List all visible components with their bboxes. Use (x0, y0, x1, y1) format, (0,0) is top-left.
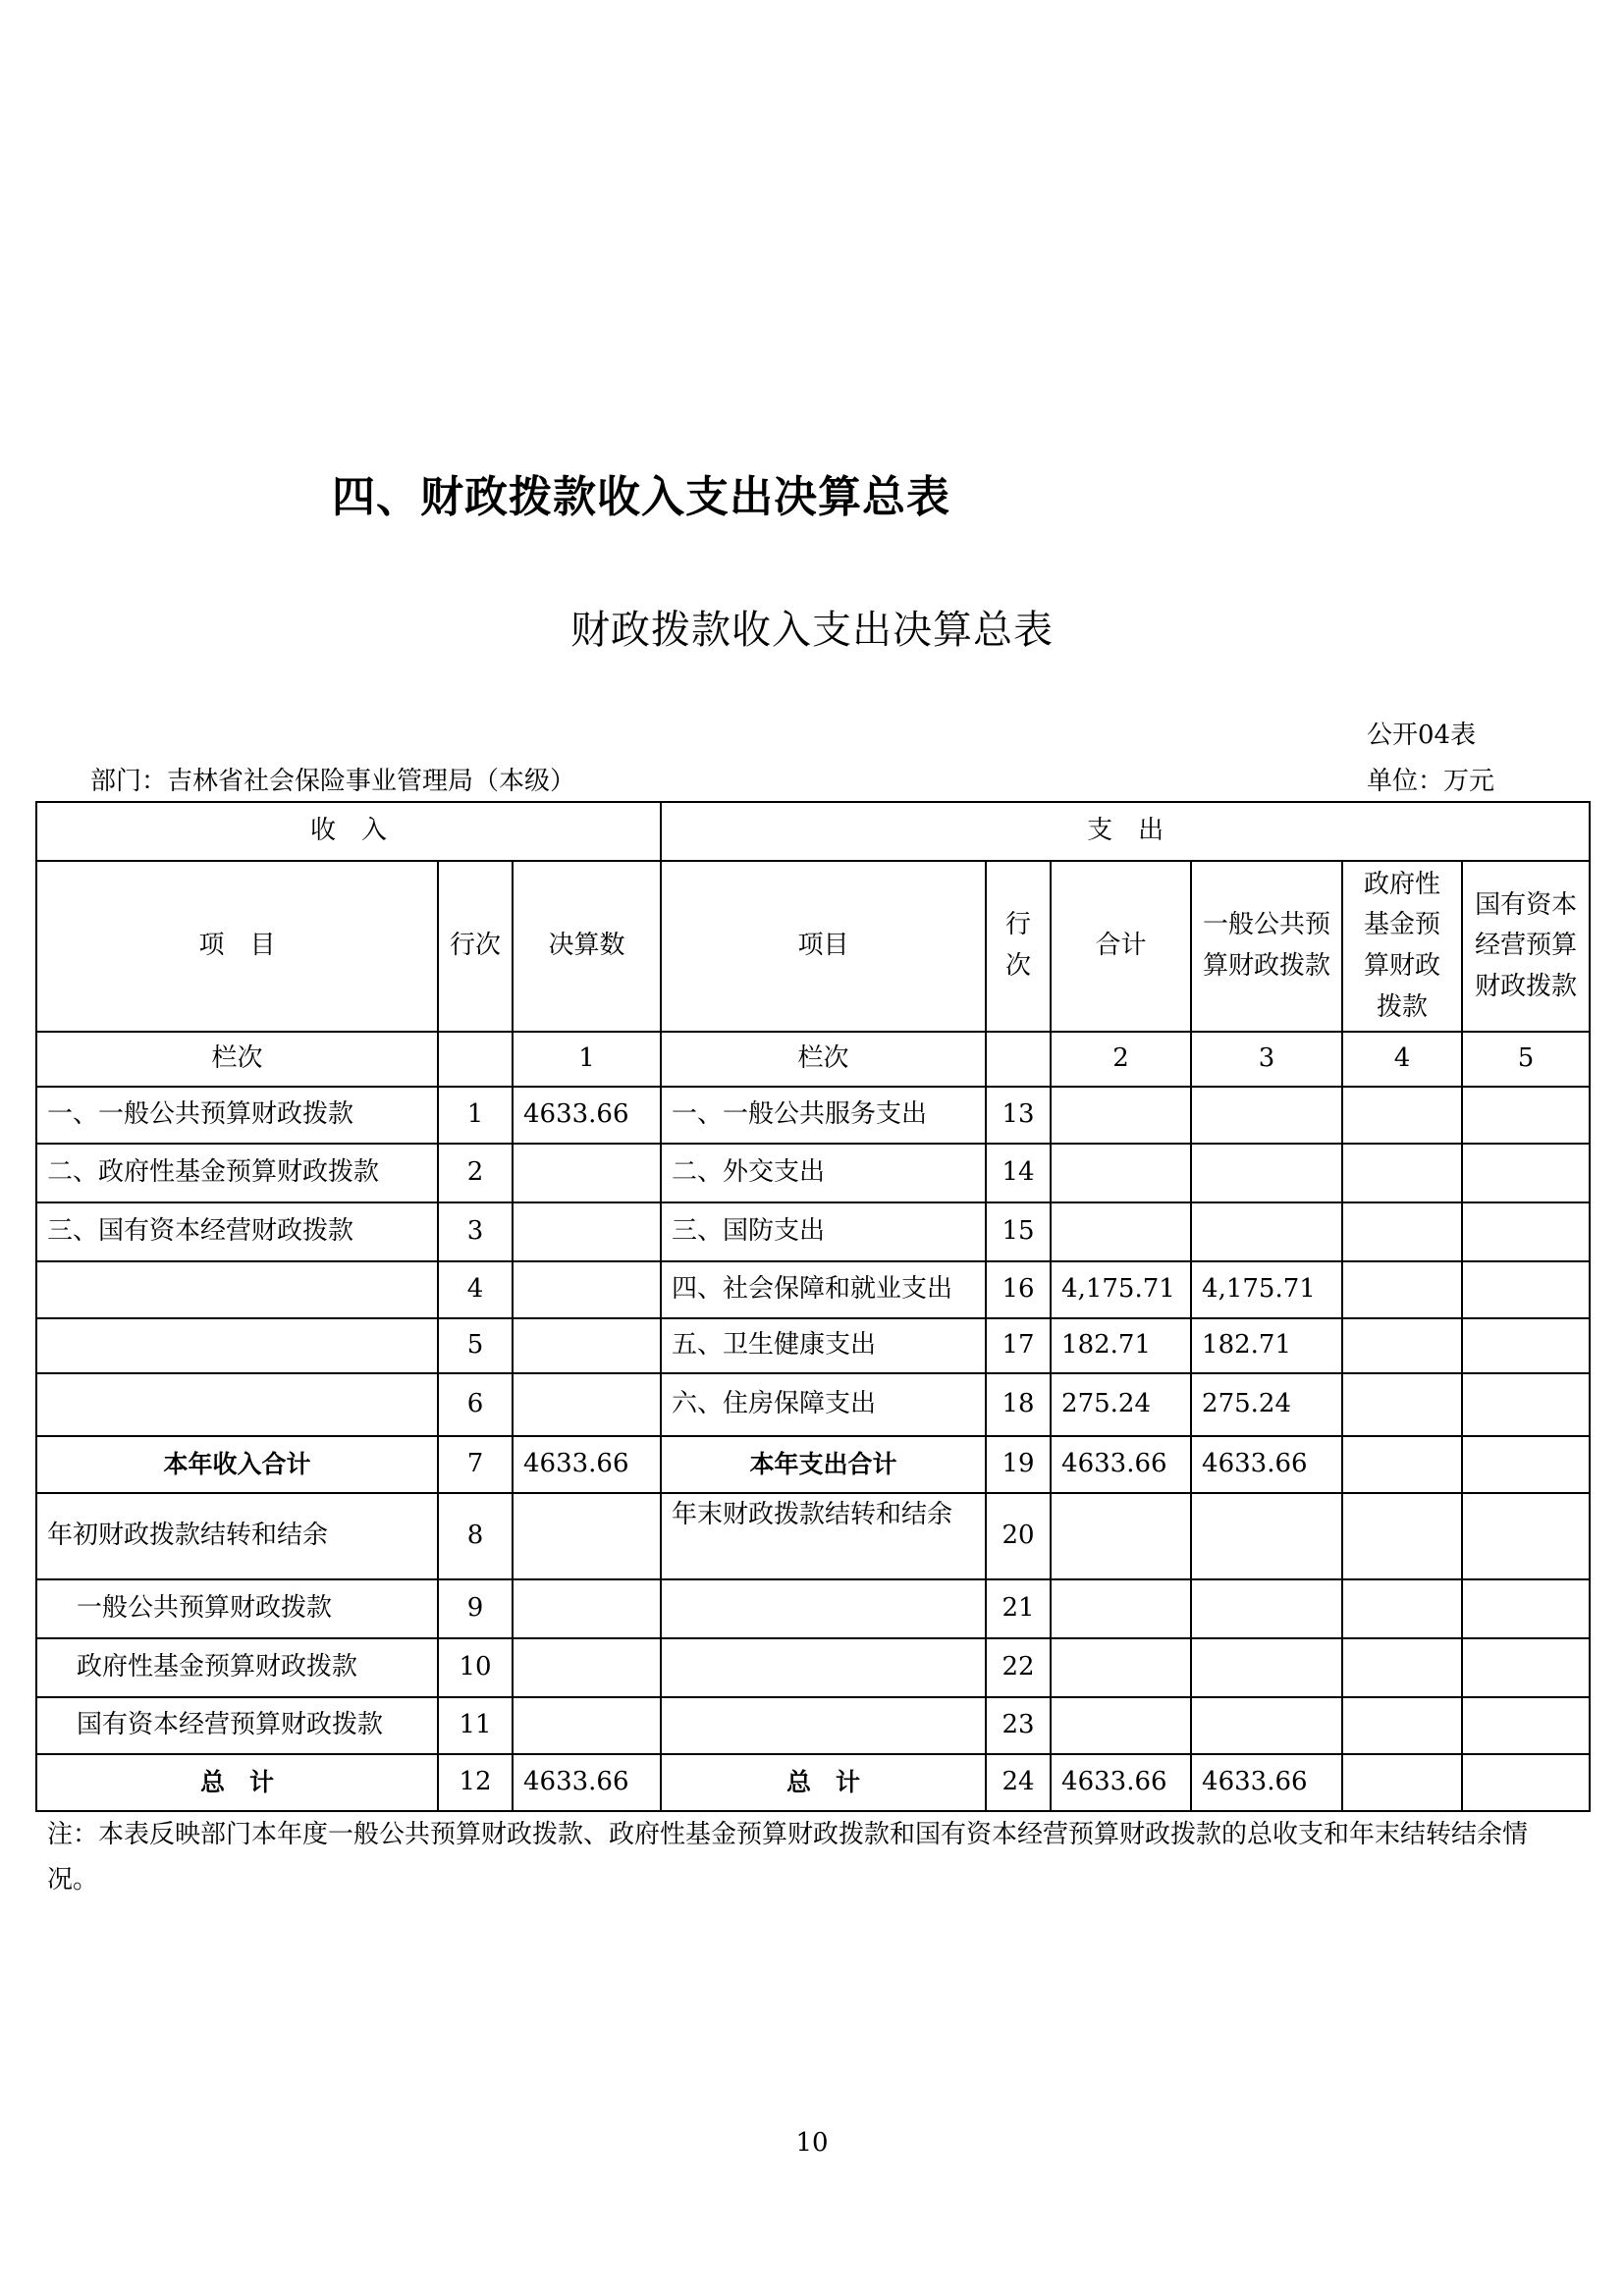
state-capital-header: 国有资本经营预算财政拨款 (1462, 861, 1590, 1032)
state-capital-amount-cell (1462, 1373, 1590, 1436)
income-item-cell: 年初财政拨款结转和结余 (36, 1493, 438, 1579)
general-budget-amount-cell (1191, 1202, 1342, 1261)
gov-fund-amount-cell (1342, 1493, 1462, 1579)
gov-fund-amount-cell (1342, 1318, 1462, 1373)
col-number: 2 (1051, 1032, 1191, 1087)
income-item-cell (36, 1373, 438, 1436)
column-label: 栏次 (661, 1032, 986, 1087)
expense-item-cell: 四、社会保障和就业支出 (661, 1261, 986, 1318)
income-item-cell: 政府性基金预算财政拨款 (36, 1638, 438, 1697)
table-row (36, 1261, 1590, 1318)
general-budget-amount-cell (1191, 1144, 1342, 1202)
income-item-cell (36, 1261, 438, 1318)
state-capital-amount-cell (1462, 1318, 1590, 1373)
income-row-no-cell: 11 (438, 1697, 513, 1754)
income-item-cell: 国有资本经营预算财政拨款 (36, 1697, 438, 1754)
total-amount-cell (1051, 1202, 1191, 1261)
expense-row-no-cell: 20 (986, 1493, 1051, 1579)
income-row-no-cell: 1 (438, 1087, 513, 1144)
expense-row-no-header: 行次 (986, 861, 1051, 1032)
state-capital-amount-cell (1462, 1261, 1590, 1318)
table-row (36, 1436, 1590, 1493)
budget-table (35, 801, 1591, 1812)
table-row (36, 1579, 1590, 1638)
gov-fund-amount-cell (1342, 1087, 1462, 1144)
col-number: 5 (1462, 1032, 1590, 1087)
income-item-cell: 一般公共预算财政拨款 (36, 1579, 438, 1638)
expense-item-header: 项目 (661, 861, 986, 1032)
col-number: 3 (1191, 1032, 1342, 1087)
gov-fund-amount-cell (1342, 1754, 1462, 1811)
general-budget-amount-cell (1191, 1087, 1342, 1144)
income-amount-cell (513, 1202, 661, 1261)
expense-item-cell: 本年支出合计 (661, 1436, 986, 1493)
gov-fund-amount-cell (1342, 1638, 1462, 1697)
income-amount-cell (513, 1261, 661, 1318)
state-capital-amount-cell (1462, 1754, 1590, 1811)
column-label: 栏次 (36, 1032, 438, 1087)
general-budget-amount-cell (1191, 1697, 1342, 1754)
table-row (36, 1493, 1590, 1579)
table-row (36, 1087, 1590, 1144)
col-number: 1 (513, 1032, 661, 1087)
income-row-no-cell: 12 (438, 1754, 513, 1811)
general-budget-amount-cell: 4,175.71 (1191, 1261, 1342, 1318)
expense-item-cell (661, 1697, 986, 1754)
expense-item-cell: 五、卫生健康支出 (661, 1318, 986, 1373)
income-header: 收 入 (36, 802, 661, 861)
expense-row-no-cell: 24 (986, 1754, 1051, 1811)
expense-row-no-cell: 14 (986, 1144, 1051, 1202)
total-amount-cell: 4633.66 (1051, 1436, 1191, 1493)
general-budget-amount-cell (1191, 1638, 1342, 1697)
expense-item-cell (661, 1579, 986, 1638)
state-capital-amount-cell (1462, 1436, 1590, 1493)
state-capital-amount-cell (1462, 1697, 1590, 1754)
income-amount-cell (513, 1318, 661, 1373)
section-heading: 四、财政拨款收入支出决算总表 (332, 472, 950, 522)
state-capital-amount-cell (1462, 1202, 1590, 1261)
table-row (36, 1202, 1590, 1261)
empty-cell (438, 1032, 513, 1087)
table-row (36, 1638, 1590, 1697)
state-capital-amount-cell (1462, 1579, 1590, 1638)
expense-item-cell: 总 计 (661, 1754, 986, 1811)
expense-row-no-cell: 18 (986, 1373, 1051, 1436)
income-row-no-cell: 2 (438, 1144, 513, 1202)
expense-item-cell: 二、外交支出 (661, 1144, 986, 1202)
expense-header: 支 出 (661, 802, 1590, 861)
gov-fund-amount-cell (1342, 1697, 1462, 1754)
unit-label: 单位：万元 (1367, 767, 1495, 796)
page-number: 10 (795, 2128, 829, 2158)
expense-row-no-cell: 16 (986, 1261, 1051, 1318)
form-code: 公开04表 (1367, 721, 1477, 750)
department-label: 部门：吉林省社会保险事业管理局（本级） (90, 767, 576, 796)
expense-row-no-cell: 19 (986, 1436, 1051, 1493)
general-budget-amount-cell: 4633.66 (1191, 1754, 1342, 1811)
expense-item-cell: 一、一般公共服务支出 (661, 1087, 986, 1144)
gov-fund-amount-cell (1342, 1202, 1462, 1261)
gov-fund-amount-cell (1342, 1373, 1462, 1436)
income-amount-cell (513, 1373, 661, 1436)
table-row (36, 1373, 1590, 1436)
expense-row-no-cell: 22 (986, 1638, 1051, 1697)
expense-row-no-cell: 23 (986, 1697, 1051, 1754)
expense-row-no-cell: 21 (986, 1579, 1051, 1638)
expense-item-cell: 年末财政拨款结转和结余 (661, 1493, 986, 1579)
total-amount-cell (1051, 1638, 1191, 1697)
income-item-header: 项 目 (36, 861, 438, 1032)
income-item-cell: 一、一般公共预算财政拨款 (36, 1087, 438, 1144)
income-row-no-cell: 4 (438, 1261, 513, 1318)
table-note: 注：本表反映部门本年度一般公共预算财政拨款、政府性基金预算财政拨款和国有资本经营预算财政拨款的总收支和年末结转结余情况。 (47, 1820, 1529, 1895)
state-capital-amount-cell (1462, 1144, 1590, 1202)
income-row-no-cell: 9 (438, 1579, 513, 1638)
expense-item-cell (661, 1638, 986, 1697)
total-amount-cell: 182.71 (1051, 1318, 1191, 1373)
income-item-cell: 三、国有资本经营财政拨款 (36, 1202, 438, 1261)
expense-row-no-cell: 15 (986, 1202, 1051, 1261)
total-amount-cell (1051, 1144, 1191, 1202)
total-amount-cell: 4633.66 (1051, 1754, 1191, 1811)
expense-row-no-cell: 13 (986, 1087, 1051, 1144)
total-amount-cell (1051, 1493, 1191, 1579)
income-row-no-cell: 6 (438, 1373, 513, 1436)
gov-fund-amount-cell (1342, 1436, 1462, 1493)
income-row-no-header: 行次 (438, 861, 513, 1032)
income-item-cell (36, 1318, 438, 1373)
final-amount-header: 决算数 (513, 861, 661, 1032)
income-amount-cell (513, 1493, 661, 1579)
col-number: 4 (1342, 1032, 1462, 1087)
income-amount-cell (513, 1144, 661, 1202)
income-amount-cell: 4633.66 (513, 1436, 661, 1493)
income-row-no-cell: 8 (438, 1493, 513, 1579)
income-amount-cell (513, 1697, 661, 1754)
general-budget-amount-cell (1191, 1579, 1342, 1638)
income-item-cell: 本年收入合计 (36, 1436, 438, 1493)
total-amount-cell (1051, 1697, 1191, 1754)
empty-cell (986, 1032, 1051, 1087)
table-title: 财政拨款收入支出决算总表 (570, 608, 1054, 653)
income-item-cell: 总 计 (36, 1754, 438, 1811)
state-capital-amount-cell (1462, 1493, 1590, 1579)
gov-fund-amount-cell (1342, 1579, 1462, 1638)
expense-item-cell: 三、国防支出 (661, 1202, 986, 1261)
table-row (36, 1318, 1590, 1373)
income-row-no-cell: 7 (438, 1436, 513, 1493)
general-budget-amount-cell: 182.71 (1191, 1318, 1342, 1373)
state-capital-amount-cell (1462, 1638, 1590, 1697)
gov-fund-header: 政府性基金预算财政拨款 (1342, 861, 1462, 1032)
table-row (36, 1697, 1590, 1754)
general-budget-amount-cell: 4633.66 (1191, 1436, 1342, 1493)
income-item-cell: 二、政府性基金预算财政拨款 (36, 1144, 438, 1202)
income-row-no-cell: 5 (438, 1318, 513, 1373)
general-budget-amount-cell (1191, 1493, 1342, 1579)
total-amount-cell (1051, 1087, 1191, 1144)
table-row (36, 1144, 1590, 1202)
table-row (36, 1754, 1590, 1811)
total-header: 合计 (1051, 861, 1191, 1032)
income-amount-cell: 4633.66 (513, 1754, 661, 1811)
income-row-no-cell: 10 (438, 1638, 513, 1697)
gov-fund-amount-cell (1342, 1144, 1462, 1202)
income-amount-cell (513, 1638, 661, 1697)
income-amount-cell (513, 1579, 661, 1638)
income-amount-cell: 4633.66 (513, 1087, 661, 1144)
total-amount-cell: 4,175.71 (1051, 1261, 1191, 1318)
expense-row-no-cell: 17 (986, 1318, 1051, 1373)
general-budget-amount-cell: 275.24 (1191, 1373, 1342, 1436)
total-amount-cell: 275.24 (1051, 1373, 1191, 1436)
general-budget-header: 一般公共预算财政拨款 (1191, 861, 1342, 1032)
gov-fund-amount-cell (1342, 1261, 1462, 1318)
total-amount-cell (1051, 1579, 1191, 1638)
state-capital-amount-cell (1462, 1087, 1590, 1144)
expense-item-cell: 六、住房保障支出 (661, 1373, 986, 1436)
income-row-no-cell: 3 (438, 1202, 513, 1261)
